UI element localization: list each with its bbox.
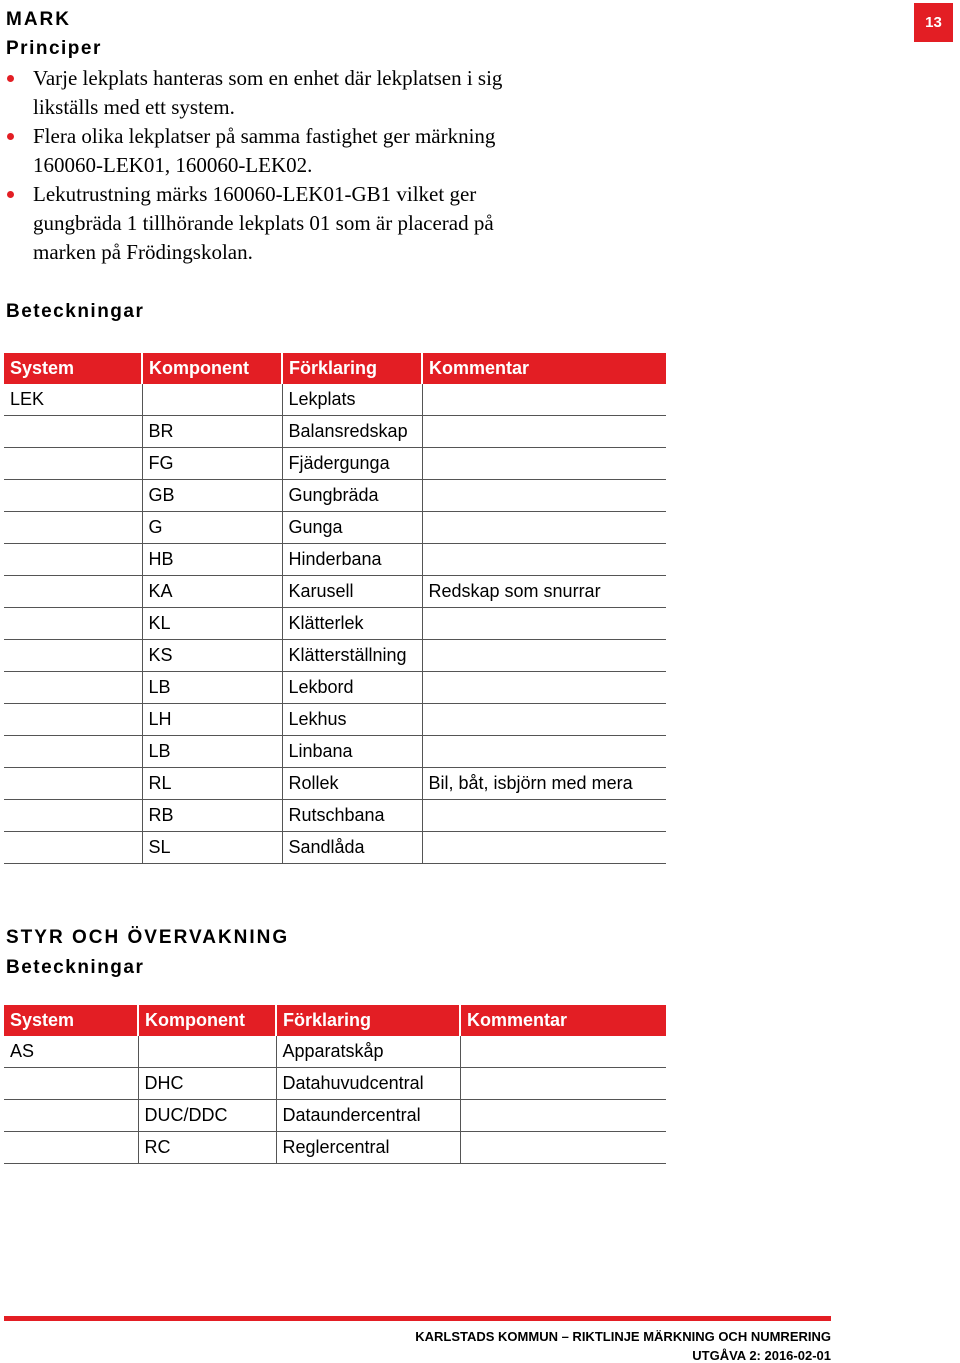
footer-edition: UTGÅVA 2: 2016-02-01 [692,1348,831,1363]
cell-component: FG [142,448,282,480]
table-row [4,576,666,608]
cell-system [4,1068,138,1100]
cell-component: KA [142,576,282,608]
subheading-designations-styr: Beteckningar [6,957,145,978]
column-header-system: System [4,1005,138,1036]
cell-comment [422,640,666,672]
cell-comment: Redskap som snurrar [422,576,666,608]
column-header-component: Komponent [138,1005,276,1036]
cell-system [4,768,142,800]
cell-component: HB [142,544,282,576]
cell-explanation: Karusell [282,576,422,608]
cell-explanation: Rutschbana [282,800,422,832]
cell-component: RB [142,800,282,832]
cell-system: LEK [4,384,142,416]
cell-comment [422,384,666,416]
cell-system [4,1132,138,1164]
cell-explanation: Gunga [282,512,422,544]
cell-system [4,704,142,736]
cell-explanation: Gungbräda [282,480,422,512]
cell-comment [422,800,666,832]
cell-explanation: Reglercentral [276,1132,460,1164]
cell-comment [460,1100,666,1132]
cell-comment: Bil, båt, isbjörn med mera [422,768,666,800]
cell-system [4,480,142,512]
cell-comment [422,544,666,576]
styr-designations-table [4,1005,666,1164]
cell-component: DUC/DDC [138,1100,276,1132]
cell-comment [422,736,666,768]
footer-rule [4,1316,831,1321]
cell-component: LH [142,704,282,736]
principles-list [6,64,546,267]
table-row [4,1132,666,1164]
cell-system [4,640,142,672]
column-header-system: System [4,353,142,384]
cell-explanation: Rollek [282,768,422,800]
table-row [4,1100,666,1132]
cell-system [4,576,142,608]
cell-system [4,544,142,576]
cell-explanation: Apparatskåp [276,1036,460,1068]
cell-component: RC [138,1132,276,1164]
principle-item: Varje lekplats hanteras som en enhet där lekplatsen i sig likställs med ett system. [6,64,546,122]
cell-explanation: Lekbord [282,672,422,704]
cell-component [138,1036,276,1068]
mark-designations-table [4,353,666,864]
cell-system [4,416,142,448]
cell-explanation: Sandlåda [282,832,422,864]
cell-component: LB [142,736,282,768]
cell-component: LB [142,672,282,704]
cell-system [4,672,142,704]
cell-explanation: Hinderbana [282,544,422,576]
cell-component: GB [142,480,282,512]
cell-component: KS [142,640,282,672]
cell-explanation: Lekhus [282,704,422,736]
cell-system [4,800,142,832]
cell-system [4,832,142,864]
cell-comment [422,672,666,704]
cell-component: BR [142,416,282,448]
cell-comment [460,1068,666,1100]
column-header-explanation: Förklaring [282,353,422,384]
cell-system: AS [4,1036,138,1068]
table-row [4,448,666,480]
cell-system [4,736,142,768]
principle-item: Lekutrustning märks 160060-LEK01-GB1 vilket ger gungbräda 1 tillhörande lekplats 01 som är placerad på marken på Frödingskolan. [6,180,546,267]
subheading-designations: Beteckningar [6,301,145,322]
column-header-comment: Kommentar [460,1005,666,1036]
table-row [4,1036,666,1068]
table-row [4,768,666,800]
cell-comment [460,1132,666,1164]
cell-explanation: Datahuvudcentral [276,1068,460,1100]
subheading-principles: Principer [6,38,102,59]
table-row [4,736,666,768]
cell-system [4,448,142,480]
styr-table-body [4,1036,666,1164]
cell-comment [422,448,666,480]
cell-system [4,1100,138,1132]
table-row [4,1068,666,1100]
principle-item: Flera olika lekplatser på samma fastighet ger märkning 160060-LEK01, 160060-LEK02. [6,122,546,180]
cell-comment [422,608,666,640]
cell-system [4,512,142,544]
cell-explanation: Fjädergunga [282,448,422,480]
table-row [4,608,666,640]
cell-comment [422,480,666,512]
cell-system [4,608,142,640]
column-header-comment: Kommentar [422,353,666,384]
cell-component: DHC [138,1068,276,1100]
cell-component: G [142,512,282,544]
cell-comment [422,704,666,736]
cell-comment [422,512,666,544]
column-header-component: Komponent [142,353,282,384]
cell-component: RL [142,768,282,800]
cell-component [142,384,282,416]
table-row [4,704,666,736]
table-row [4,544,666,576]
table-row [4,512,666,544]
cell-comment [422,416,666,448]
section-heading-mark: MARK [6,9,71,30]
table-row [4,416,666,448]
cell-explanation: Klätterlek [282,608,422,640]
cell-explanation: Klätterställning [282,640,422,672]
section-heading-styr: STYR OCH ÖVERVAKNING [6,927,290,948]
table-row [4,640,666,672]
table-row [4,480,666,512]
cell-comment [422,832,666,864]
mark-table-body [4,384,666,864]
footer-title: KARLSTADS KOMMUN – RIKTLINJE MÄRKNING OCH NUMRERING [415,1329,831,1344]
cell-explanation: Balansredskap [282,416,422,448]
column-header-explanation: Förklaring [276,1005,460,1036]
cell-component: KL [142,608,282,640]
table-row [4,832,666,864]
cell-explanation: Linbana [282,736,422,768]
table-header-row [4,353,666,384]
table-row [4,672,666,704]
cell-component: SL [142,832,282,864]
cell-explanation: Dataundercentral [276,1100,460,1132]
table-row [4,800,666,832]
table-header-row [4,1005,666,1036]
cell-explanation: Lekplats [282,384,422,416]
table-row [4,384,666,416]
cell-comment [460,1036,666,1068]
page-number-badge: 13 [914,3,953,42]
